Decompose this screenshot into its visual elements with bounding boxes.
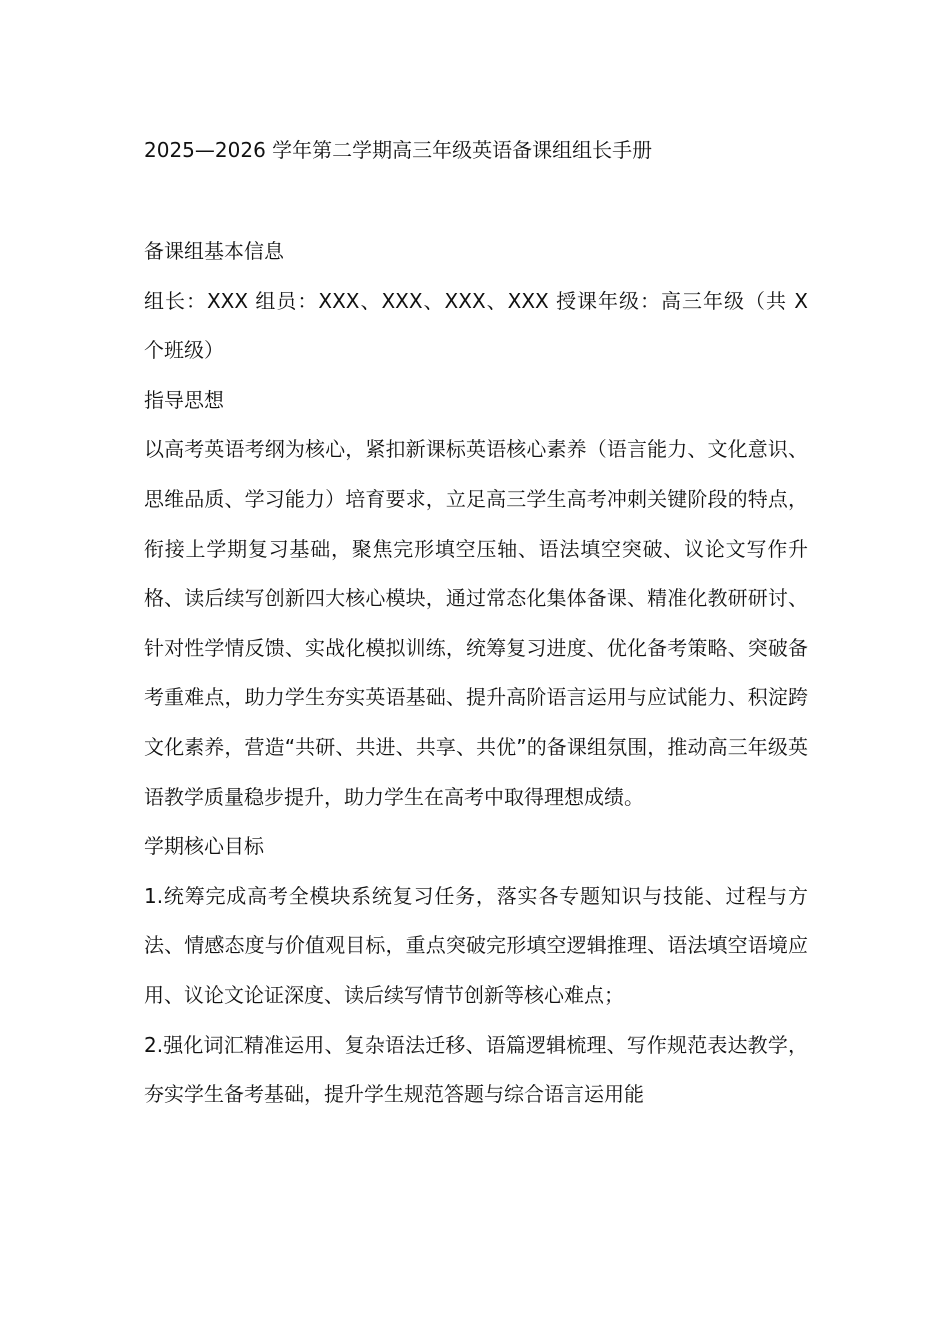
section-heading-basic-info: 备课组基本信息 <box>144 239 284 263</box>
guiding-ideology-content: 以高考英语考纲为核心，紧扣新课标英语核心素养（语言能力、文化意识、思维品质、学习能力）培育要求，立足高三学生高考冲刺关键阶段的特点，衔接上学期复习基础，聚焦完形填空压轴、语法填空突破、议论文写作升格、读后续写创新四大核心模块，通过常态化集体备课、精准化教研研讨、针对性学情反馈、实战化模拟训练，统筹复习进度、优化备考策略、突破备考重难点，助力学生夯实英语基础、提升高阶语言运用与应试能力、积淀跨文化素养，营造“共研、共进、共享、共优”的备课组氛围，推动高三年级英语教学质量稳步提升，助力学生在高考中取得理想成绩。 <box>144 437 808 809</box>
goal-item-2: 2.强化词汇精准运用、复杂语法迁移、语篇逻辑梳理、写作规范表达教学，夯实学生备考基础，提升学生规范答题与综合语言运用能 <box>144 1032 808 1107</box>
section-heading-core-goals: 学期核心目标 <box>144 834 264 859</box>
document-title: 2025—2026 学年第二学期高三年级英语备课组组长手册 <box>144 138 653 162</box>
document-body <box>144 227 808 1120</box>
section-heading-guiding-ideology: 指导思想 <box>144 387 224 412</box>
basic-info-content: 组长：XXX 组员：XXX、XXX、XXX、XXX 授课年级：高三年级（共 X 个班级） <box>144 288 808 363</box>
goal-item-1: 1.统筹完成高考全模块系统复习任务，落实各专题知识与技能、过程与方法、情感态度与价值观目标，重点突破完形填空逻辑推理、语法填空语境应用、议论文论证深度、读后续写情节创新等核心难点； <box>144 883 808 1007</box>
